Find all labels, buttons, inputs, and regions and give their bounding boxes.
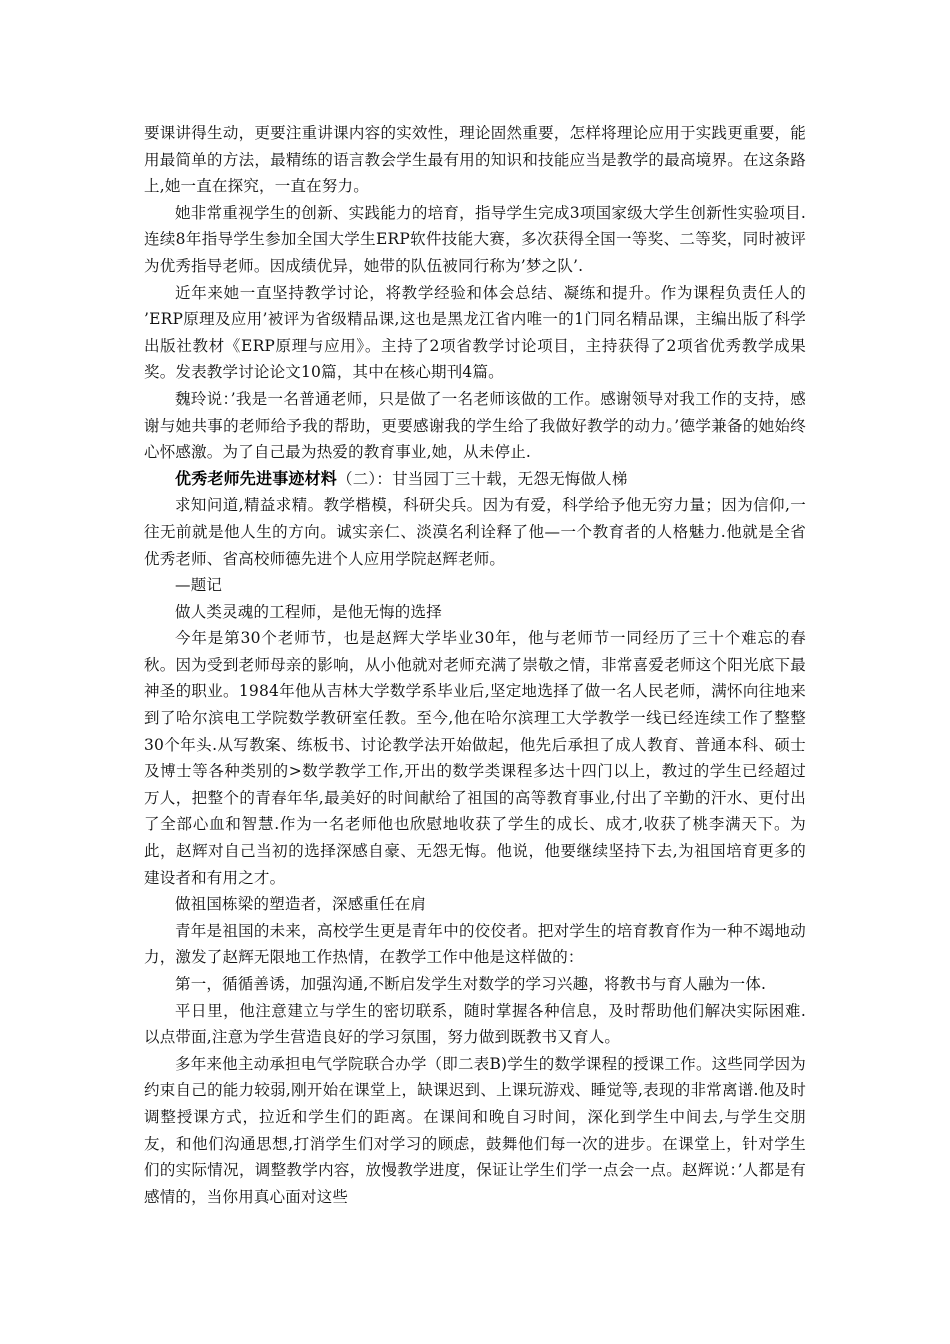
paragraph: 魏玲说：’我是一名普通老师，只是做了一名老师该做的工作。感谢领导对我工作的支持，感谢与她共事的老师给予我的帮助，更要感谢我的学生给了我做好教学的动力。’德学兼备的她始终心怀感激。为了自己最为热爱的教育事业,她，从未停止. bbox=[144, 389, 806, 462]
document-body bbox=[144, 120, 806, 1210]
section-heading-subtitle: （二）：甘当园丁三十载，无怨无悔做人梯 bbox=[337, 469, 628, 488]
section-heading-title: 优秀老师先进事迹材料 bbox=[175, 468, 338, 488]
section-heading bbox=[144, 466, 806, 493]
paragraph: 平日里，他注意建立与学生的密切联系，随时掌握各种信息，及时帮助他们解决实际困难.以点带面,注意为学生营造良好的学习氛围，努力做到既教书又育人。 bbox=[144, 1001, 806, 1047]
paragraph: 近年来她一直坚持教学讨论，将教学经验和体会总结、凝练和提升。作为课程负责任人的 ’ERP原理及应用’被评为省级精品课,这也是黑龙江省内唯一的1门同名精品课，主编出版了科学出版社教材《ERP原理与应用》。主持了2项省教学讨论项目，主持获得了2项省优秀教学成果奖。发表教学讨论论文10篇，其中在核心期刊4篇。 bbox=[144, 283, 806, 382]
subheading: 做祖国栋梁的塑造者，深感重任在肩 bbox=[175, 895, 427, 914]
subheading: 做人类灵魂的工程师，是他无悔的选择 bbox=[175, 602, 442, 621]
paragraph: 她非常重视学生的创新、实践能力的培育，指导学生完成3项国家级大学生创新性实验项目.连续8年指导学生参加全国大学生ERP软件技能大赛，多次获得全国一等奖、二等奖，同时被评为优秀指导老师。因成绩优异，她带的队伍被同行称为’梦之队’. bbox=[144, 203, 806, 275]
paragraph: 今年是第30个老师节，也是赵辉大学毕业30年，他与老师节一同经历了三十个难忘的春秋。因为受到老师母亲的影响，从小他就对老师充满了崇敬之情，非常喜爱老师这个阳光底下最神圣的职业。1984年他从吉林大学数学系毕业后,坚定地选择了做一名人民老师，满怀向往地来到了哈尔滨电工学院数学教研室任教。至今,他在哈尔滨理工大学教学一线已经连续工作了整整30个年头.从写教案、练板书、讨论教学法开始做起，他先后承担了成人教育、普通本科、硕士及博士等各种类别的>数学教学工作,开出的数学类课程多达十四门以上，教过的学生已经超过万人，把整个的青春年华,最美好的时间献给了祖国的高等教育事业,付出了辛勤的汗水、更付出了全部心血和智慧.作为一名老师他也欣慰地收获了学生的成长、成才,收获了桃李满天下。为此，赵辉对自己当初的选择深感自豪、无怨无悔。他说，他要继续坚持下去,为祖国培育更多的建设者和有用之才。 bbox=[144, 629, 806, 887]
paragraph: 多年来他主动承担电气学院联合办学（即二表B)学生的数学课程的授课工作。这些同学因为约束自己的能力较弱,刚开始在课堂上，缺课迟到、上课玩游戏、睡觉等,表现的非常离谱.他及时调整授课方式，拉近和学生们的距离。在课间和晚自习时间，深化到学生中间去,与学生交朋友，和他们沟通思想,打消学生们对学习的顾虑，鼓舞他们每一次的进步。在课堂上，针对学生们的实际情况，调整教学内容，放慢教学进度，保证让学生们学一点会一点。赵辉说：’人都是有感情的，当你用真心面对这些 bbox=[144, 1054, 806, 1206]
epigraph-attribution: —题记 bbox=[175, 576, 223, 595]
paragraph: 第一，循循善诱，加强沟通,不断启发学生对数学的学习兴趣，将教书与育人融为一体. bbox=[175, 975, 767, 993]
paragraph: 青年是祖国的未来，高校学生更是青年中的佼佼者。把对学生的培育教育作为一种不竭地动力，激发了赵辉无限地工作热情，在教学工作中他是这样做的： bbox=[144, 921, 806, 967]
paragraph: 要课讲得生动，更要注重讲课内容的实效性，理论固然重要，怎样将理论应用于实践更重要，能用最简单的方法，最精练的语言教会学生最有用的知识和技能应当是教学的最高境界。在这条路上,她一直在探究，一直在努力。 bbox=[144, 124, 806, 196]
paragraph: 求知问道,精益求精。教学楷模，科研尖兵。因为有爱，科学给予他无穷力量；因为信仰,一往无前就是他人生的方向。诚实亲仁、淡漠名利诠释了他—一个教育者的人格魅力.他就是全省优秀老师、省高校师德先进个人应用学院赵辉老师。 bbox=[144, 496, 806, 568]
